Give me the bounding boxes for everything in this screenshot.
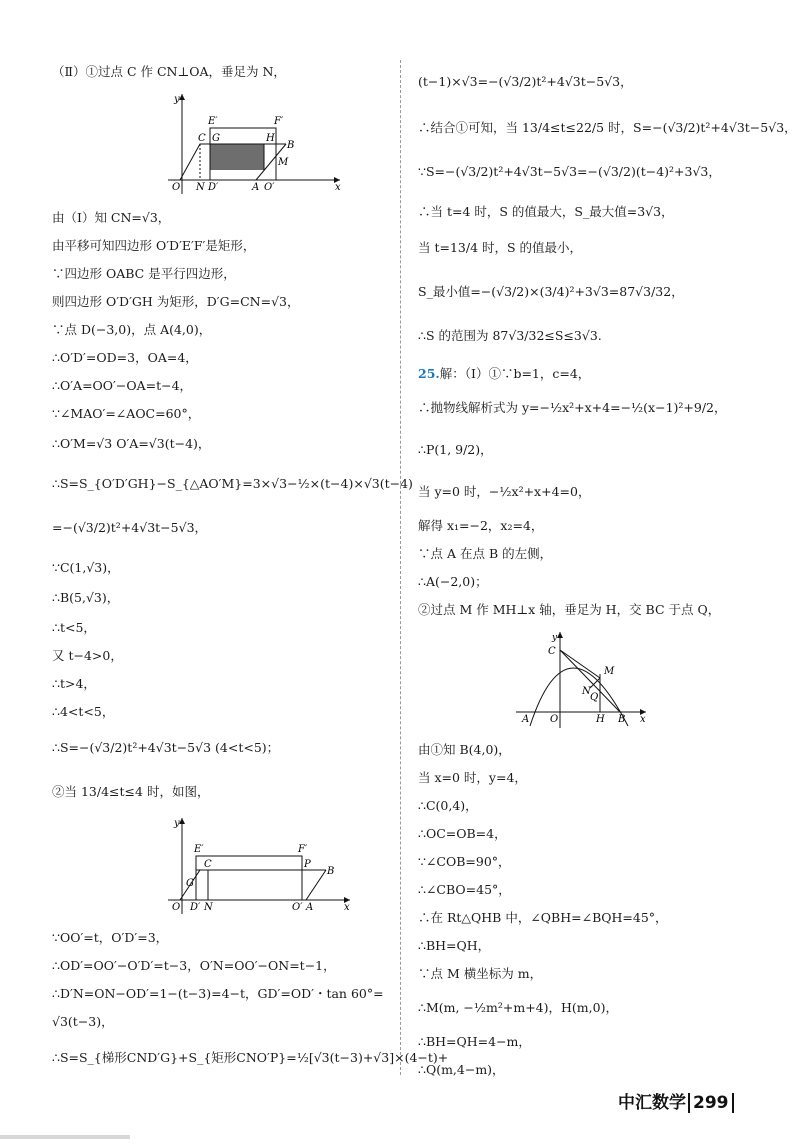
fig1-label: H	[266, 133, 275, 144]
text-line: S_最小值=−(√3/2)×(3/4)²+3√3=87√3/32，	[418, 284, 684, 299]
problem-25-line	[418, 366, 590, 382]
figure-1	[160, 90, 350, 198]
fig1-label: B	[287, 140, 295, 151]
fig2-label: O′	[292, 902, 303, 913]
problem-number: 25.	[418, 366, 440, 381]
fig3-label: y	[552, 633, 558, 643]
text-line: 又 t−4>0，	[52, 648, 123, 663]
text-line: ∴结合①可知，当 13/4≤t≤22/5 时，S=−(√3/2)t²+4√3t−5√3，	[418, 120, 797, 135]
text-line: ∴4<t<5，	[52, 704, 115, 719]
text-line: ∴OC=OB=4，	[418, 826, 507, 841]
page-footer	[618, 1088, 734, 1113]
text-line: ∴S=S_{梯形CND′G}+S_{矩形CNO′P}=½[√3(t−3)+√3]×(4−t)+	[52, 1050, 449, 1065]
text-line: ∴在 Rt△QHB 中，∠QBH=∠BQH=45°，	[418, 910, 668, 925]
text-line: ∴t<5，	[52, 620, 96, 635]
fig1-label: O′	[264, 182, 275, 193]
text-line: 解：（Ⅰ）①∵b=1，c=4，	[439, 366, 591, 381]
text-line: ∴Q(m,4−m)，	[418, 1062, 505, 1077]
text-line: 解得 x₁=−2，x₂=4，	[418, 518, 544, 533]
page-number: 299	[688, 1093, 734, 1113]
fig2-label: D′	[190, 902, 201, 913]
fig2-label: G	[186, 878, 194, 889]
fig3-label: Q	[590, 692, 599, 703]
fig3-label: A	[522, 714, 530, 725]
text-line: ∵点 A 在点 B 的左侧，	[418, 546, 553, 561]
text-line: ∴A(−2,0)；	[418, 574, 488, 589]
text-line: ∵点 M 横坐标为 m，	[418, 966, 543, 981]
fig2-label: y	[174, 818, 180, 829]
fig2-label: B	[327, 866, 335, 877]
text-line: ∴P(1, 9/2)，	[418, 442, 493, 457]
fig2-label: F′	[298, 844, 308, 855]
text-line: 当 t=13/4 时，S 的值最小，	[418, 240, 583, 255]
fig1-label: N	[196, 182, 205, 193]
bottom-edge-bar	[0, 1135, 130, 1139]
text-line: ∴D′N=ON−OD′=1−(t−3)=4−t，GD′=OD′・tan 60°=	[52, 986, 384, 1001]
text-line: ∵∠COB=90°，	[418, 854, 511, 869]
text-line: ∵OO′=t，O′D′=3，	[52, 930, 169, 945]
column-divider	[400, 60, 401, 1075]
text-line: ∴S=S_{O′D′GH}−S_{△AO′M}=3×√3−½×(t−4)×√3(t−4)	[52, 476, 413, 491]
text-line: 当 y=0 时，−½x²+x+4=0，	[418, 484, 591, 499]
text-line: ∵∠MAO′=∠AOC=60°，	[52, 406, 201, 421]
text-line: ∴O′A=OO′−OA=t−4，	[52, 378, 193, 393]
text-line: 当 x=0 时，y=4，	[418, 770, 527, 785]
fig2-label: x	[344, 902, 350, 913]
text-line: (t−1)×√3=−(√3/2)t²+4√3t−5√3，	[418, 74, 633, 89]
fig2-label: A	[306, 902, 314, 913]
text-line: 由（Ⅰ）知 CN=√3，	[52, 210, 171, 225]
text-line: ∴当 t=4 时，S 的值最大，S_最大值=3√3，	[418, 204, 674, 219]
fig1-label: F′	[274, 116, 284, 127]
fig1-label: M	[278, 157, 289, 168]
fig2-label: E′	[194, 844, 204, 855]
figure-3	[512, 628, 652, 730]
figure-2	[160, 814, 360, 918]
text-line: ∴B(5,√3)，	[52, 590, 120, 605]
text-line: √3(t−3)，	[52, 1014, 114, 1029]
text-line: ∴BH=QH=4−m，	[418, 1034, 531, 1049]
fig3-label: M	[604, 666, 615, 677]
fig1-label: D′	[208, 182, 219, 193]
text-line: ∴BH=QH，	[418, 938, 491, 953]
fig1-label: G	[212, 133, 220, 144]
fig1-label: y	[174, 94, 180, 105]
text-line: ∵C(1,√3)，	[52, 560, 120, 575]
text-line: 由平移可知四边形 O′D′E′F′是矩形，	[52, 238, 256, 253]
text-line: ∴S 的范围为 87√3/32≤S≤3√3.	[418, 328, 602, 343]
fig2-label: O	[172, 902, 181, 913]
text-line: ∴OD′=OO′−O′D′=t−3，O′N=OO′−ON=t−1，	[52, 958, 336, 973]
text-line: ∵S=−(√3/2)t²+4√3t−5√3=−(√3/2)(t−4)²+3√3，	[418, 164, 721, 179]
fig3-label: C	[548, 646, 556, 657]
fig3-label: N	[582, 686, 591, 697]
text-line: ∴M(m, −½m²+m+4)，H(m,0)，	[418, 1000, 618, 1015]
fig2-label: N	[204, 902, 213, 913]
text-line: ∴O′M=√3 O′A=√3(t−4)，	[52, 436, 211, 451]
text-line: ∵点 D(−3,0)，点 A(4,0)，	[52, 322, 212, 337]
fig1-label: O	[172, 182, 181, 193]
text-line: ∴O′D′=OD=3，OA=4，	[52, 350, 198, 365]
fig2-label: P	[304, 859, 311, 870]
text-line: ∴S=−(√3/2)t²+4√3t−5√3 (4<t<5)；	[52, 740, 280, 755]
fig2-label: C	[204, 859, 212, 870]
fig3-label: B	[618, 714, 626, 725]
text-line: ∴抛物线解析式为 y=−½x²+x+4=−½(x−1)²+9/2，	[418, 400, 727, 415]
fig1-label: x	[335, 182, 341, 193]
text-line: （Ⅱ）①过点 C 作 CN⊥OA，垂足为 N，	[52, 64, 286, 79]
text-line: 则四边形 O′D′GH 为矩形，D′G=CN=√3，	[52, 294, 300, 309]
fig3-label: O	[550, 714, 559, 725]
text-line: ②过点 M 作 MH⊥x 轴，垂足为 H，交 BC 于点 Q，	[418, 602, 721, 617]
text-line: ∴C(0,4)，	[418, 798, 478, 813]
fig3-label: x	[640, 714, 646, 725]
text-line: 由①知 B(4,0)，	[418, 742, 511, 757]
fig1-label: C	[198, 133, 206, 144]
text-line: ②当 13/4≤t≤4 时，如图，	[52, 784, 210, 799]
fig3-label: H	[596, 714, 605, 725]
text-line: ∴t>4，	[52, 676, 96, 691]
footer-brand: 中汇数学	[618, 1093, 686, 1113]
text-line: ∴∠CBO=45°，	[418, 882, 511, 897]
fig1-label: E′	[208, 116, 218, 127]
fig1-label: A	[252, 182, 260, 193]
text-line: ∵四边形 OABC 是平行四边形，	[52, 266, 236, 281]
text-line: =−(√3/2)t²+4√3t−5√3，	[52, 520, 208, 535]
